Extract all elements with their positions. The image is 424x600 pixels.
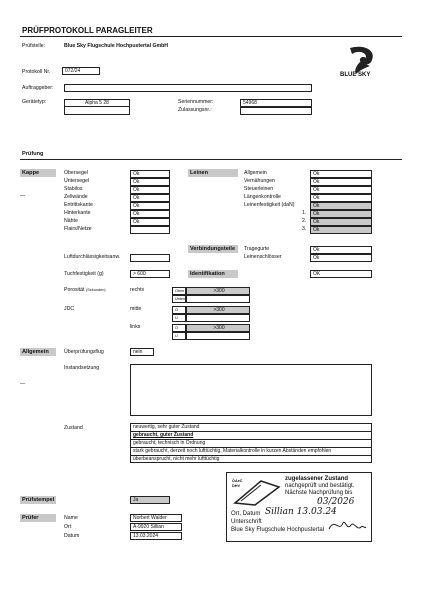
verbindungsteile-value-field[interactable]: Ok [310, 254, 372, 262]
kappe-dash: — [20, 193, 26, 199]
leinen-value-field[interactable]: Ok [310, 186, 372, 194]
pruefung-rule [20, 159, 402, 160]
porositaet-oben-value[interactable]: >300 [186, 324, 250, 332]
kappe-value-field[interactable]: Ok [130, 218, 170, 226]
kappe-value-field[interactable] [130, 226, 170, 234]
zustand-label: Zustand [64, 425, 83, 431]
identifikation-field[interactable]: OK [310, 270, 372, 278]
identifikation-section-label: Identifikation [188, 270, 238, 278]
kappe-value-field[interactable]: Ok [130, 210, 170, 218]
allgemein-section-label: Allgemein [20, 348, 56, 356]
protokoll-field[interactable]: 072/24 [62, 67, 100, 75]
kappe-value-field[interactable]: Ok [130, 194, 170, 202]
porositaet-unit: (Sekunden) [85, 288, 106, 292]
leinen-item: Längenkontrolle [244, 194, 281, 200]
pruefer-name-label: Name [64, 515, 78, 521]
kappe-value-field[interactable]: Ok [130, 170, 170, 178]
stamp-company: Blue Sky Flugschule Hochpustertal [231, 527, 325, 533]
kappe-item: Stabilos [64, 186, 83, 192]
zustand-option[interactable]: überbeansprucht, nicht mehr lufttüchtig [130, 455, 372, 463]
pruefer-datum-field[interactable]: 13.03.2024 [130, 532, 182, 540]
stamp-ort-datum-label: Ort, Datum [231, 511, 261, 517]
leinen-item: Allgemein [244, 170, 267, 176]
leinen-item: Vernähungen [244, 178, 275, 184]
porositaet-row-name: mitte [130, 306, 142, 312]
luftdurchlaessigkeit-field[interactable] [130, 254, 170, 262]
porositaet-oben-value[interactable]: >300 [186, 306, 250, 314]
zustand-option[interactable]: neuwertig, sehr guter Zustand [130, 423, 372, 431]
geraetetyp-field[interactable]: Alpha 5 28 [64, 99, 130, 107]
kappe-value-field[interactable]: Ok [130, 202, 170, 210]
zustand-option[interactable]: gebraucht, technisch in Ordnung [130, 439, 372, 447]
kappe-item: Hinterkante [64, 210, 91, 216]
tuchfestigkeit-label: Tuchfestigkeit (g) [64, 271, 104, 277]
leinen-sub-value-field[interactable]: Ok [310, 218, 372, 226]
auftraggeber-label: Auftraggeber: [22, 85, 54, 91]
leinen-item: Steuerleinen [244, 186, 274, 192]
zulassung-label: Zulassungsnr.: [178, 107, 212, 113]
stamp-logo-line2: DHV [232, 484, 241, 488]
verbindungsteile-value-field[interactable]: Ok [310, 246, 372, 254]
pruefer-name-field[interactable]: Norbert Walder [130, 514, 182, 522]
kappe-item: Entrittskante [64, 202, 93, 208]
porositaet-row-name: links [130, 324, 141, 330]
porositaet-unten-value[interactable] [186, 314, 250, 322]
porositaet-unten-label: U [172, 332, 186, 340]
stamp-line2: nachgeprüft und bestätigt. [285, 483, 355, 489]
porositaet-label-text: Porosität [64, 287, 85, 293]
pruefer-datum-label: Datum [64, 533, 80, 539]
porositaet-unten-label: U [172, 314, 186, 322]
porositaet-unten-label: Unten [172, 295, 186, 303]
geraetetyp-label: Gerätetyp: [22, 99, 47, 105]
leinen-sub-number: 3. [302, 226, 307, 232]
leinen-sub-number: 1. [302, 210, 307, 216]
seriennummer-field[interactable]: 54968 [240, 99, 312, 107]
stamp-ort-datum-value: Sillian 13.03.24 [265, 507, 337, 517]
tuchfestigkeit-field[interactable]: > 600 [130, 270, 170, 278]
pruefer-ort-label: Ort [64, 524, 72, 530]
luftdurchlaessigkeit-label: Luftdurchlässigkeitsanw. [64, 254, 121, 260]
title-rule [20, 36, 402, 37]
leinen-value-field[interactable]: Ok [310, 178, 372, 186]
pruefstempel-section-label: Prüfstempel [22, 497, 55, 503]
seriennummer-label: Seriennummer: [178, 99, 214, 105]
zustand-option-selected[interactable]: gebraucht, guter Zustand [130, 431, 372, 439]
leinen-item: Leinenfestigkeit (daN) [244, 202, 295, 208]
logo-text: BLUE SKY [340, 72, 371, 78]
pruef-stamp [226, 472, 372, 542]
verbindungsteile-section-label: Verbindungsteile [188, 245, 238, 253]
kappe-value-field[interactable]: Ok [130, 186, 170, 194]
porositaet-row-name: rechts [130, 287, 145, 293]
kappe-item: Zellwände [64, 194, 88, 200]
kappe-section-label: Kappe [20, 169, 56, 177]
pruefung-heading: Prüfung [22, 151, 44, 157]
instandsetzung-label: Instandsetzung [64, 365, 100, 371]
porositaet-oben-label: Oben [172, 287, 186, 295]
kappe-value-field[interactable]: Ok [130, 178, 170, 186]
stamp-next-date: 03/2026 [317, 497, 355, 507]
kappe-item: Nähte [64, 218, 78, 224]
stamp-line3: Nächste Nachprüfung bis [285, 490, 353, 496]
kappe-item: Untersegel [64, 178, 90, 184]
signature-scribble [327, 515, 367, 535]
zustand-options [130, 423, 372, 463]
zulassung-field[interactable] [240, 107, 312, 115]
leinen-value-field[interactable]: Ok [310, 170, 372, 178]
stamp-unterschrift-label: Unterschrift [231, 519, 262, 525]
porositaet-oben-label: O [172, 324, 186, 332]
zustand-option[interactable]: stark gebraucht, derzeit noch lufttüchtig, Materialkontrolle in kurzen Abständen empfohlen [130, 447, 372, 455]
leinen-value-field[interactable]: Ok [310, 202, 372, 210]
ueberpruefungsflug-field[interactable]: nein [130, 348, 154, 356]
leinen-sub-number: 2. [302, 218, 307, 224]
kappe-item: Flairs/Netze [64, 226, 92, 232]
kappe-item: Obersegel [64, 170, 88, 176]
pruefstempel-field[interactable]: Ja [130, 496, 170, 504]
instandsetzung-field[interactable] [130, 364, 372, 416]
pruefstelle-label: Prüfstelle: [22, 43, 46, 49]
geraetetyp-field-row2[interactable] [64, 107, 130, 115]
pruefer-ort-field[interactable]: A-9920 Sillian [130, 523, 182, 531]
auftraggeber-field[interactable] [64, 84, 312, 92]
pruefstelle-value: Blue Sky Flugschule Hochpustertal GmbH [64, 43, 169, 49]
page-title: PRÜFPROTOKOLL PARAGLEITER [22, 26, 153, 35]
leinen-value-field[interactable]: Ok [310, 194, 372, 202]
porositaet-unten-value[interactable] [186, 295, 250, 303]
stamp-line1: zugelassener Zustand [285, 476, 349, 482]
pruefer-section-label: Prüfer [20, 514, 56, 522]
porositaet-oben-label: O [172, 306, 186, 314]
leinen-section-label: Leinen [188, 169, 238, 177]
stamp-logo-line1: ÖAeC [232, 479, 243, 483]
verbindungsteile-item: Leinenschlösser [244, 254, 282, 260]
allgemein-dash: — [20, 381, 26, 387]
verbindungsteile-item: Tragegurte [244, 246, 270, 252]
porositaet-unten-value[interactable] [186, 332, 250, 340]
jdc-label: JDC [64, 306, 75, 312]
leinen-sub-value-field[interactable]: Ok [310, 226, 372, 234]
protokoll-label: Protokoll Nr. [22, 69, 51, 75]
leinen-sub-value-field[interactable]: Ok [310, 210, 372, 218]
porositaet-label [64, 287, 106, 294]
porositaet-oben-value[interactable]: >300 [186, 287, 250, 295]
ueberpruefungsflug-label: Überprüfungsflug [64, 349, 104, 355]
